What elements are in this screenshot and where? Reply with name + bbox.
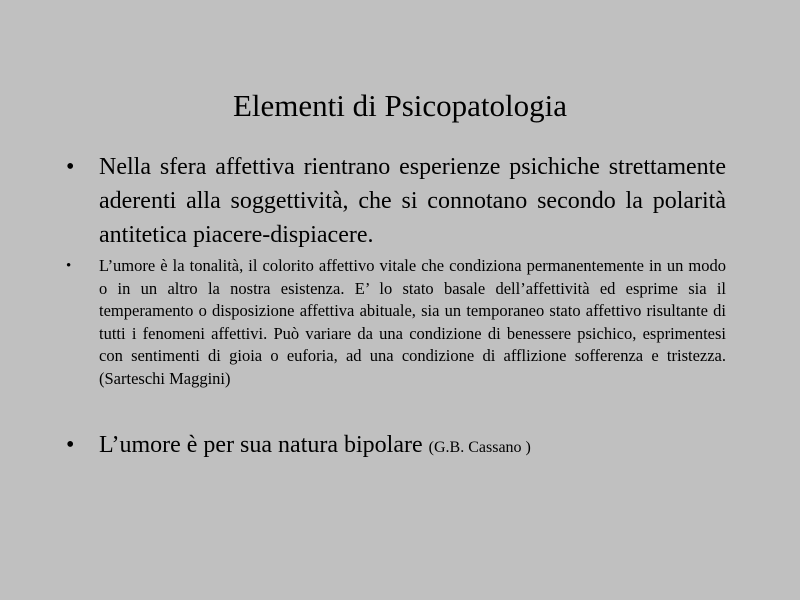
bullet-text-affettiva: Nella sfera affettiva rientrano esperienze psichiche strettamente aderenti alla soggettività, che si connotano secondo la polarità antitetica piacere-dispiacere. (99, 154, 726, 248)
citation: (G.B. Cassano ) (428, 439, 531, 456)
bullet-text-bipolare (99, 428, 726, 465)
bullet-main-text: L’umore è per sua natura bipolare (99, 432, 423, 458)
bullet-icon: • (66, 432, 75, 458)
bullet-icon: • (66, 154, 75, 180)
bullet-icon: • (66, 258, 72, 274)
bullet-text-umore-definition: L’umore è la tonalità, il colorito affettivo vitale che condiziona permanentemente in un modo o in un altro la nostra esistenza. E’ lo stato basale dell’affettività ed esprime sia il temperamento o disposizione affettiva abituale, sia un temporaneo stato affettivo risultante di tutti i fenomeni affettivi. Può variare da una condizione di benessere psichico, esprimentesi con sentimenti di gioia o euforia, ad una condizione di afflizione sofferenza e tristezza. (Sarteschi Maggini) (99, 256, 726, 388)
slide-title: Elementi di Psicopatologia (232, 88, 568, 123)
